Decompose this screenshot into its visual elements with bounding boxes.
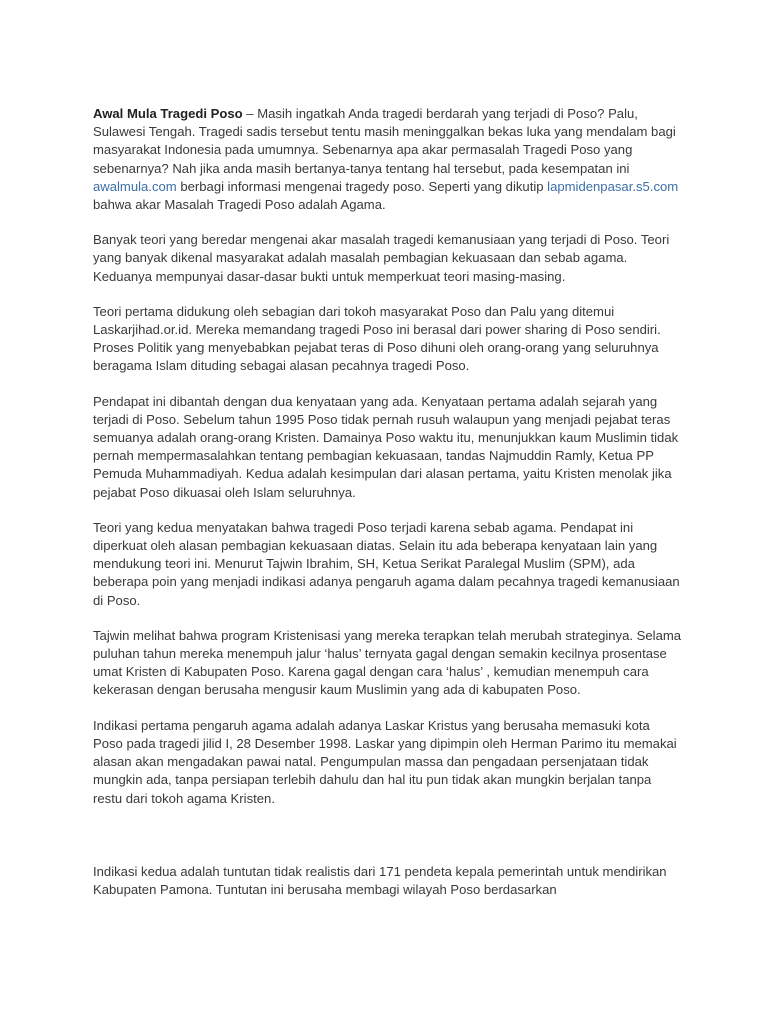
paragraph-4: Pendapat ini dibantah dengan dua kenyataan yang ada. Kenyataan pertama adalah sejarah yang terjadi di Poso. Sebelum tahun 1995 Poso tidak pernah rusuh walaupun yang menjadi pejabat teras semuanya adalah orang-orang Kristen. Damainya Poso waktu itu, menunjukkan kaum Muslimin tidak pernah mempermasalahkan tentang pembagian kekuasaan, tandas Najmuddin Ramly, Ketua PP Pemuda Muhammadiyah. Kedua adalah kesimpulan dari alasan pertama, yaitu Kristen menolak jika pejabat Poso dikuasai oleh Islam seluruhnya. <box>93 393 679 500</box>
paragraph-2: Banyak teori yang beredar mengenai akar masalah tragedi kemanusiaan yang terjadi di Poso. Teori yang banyak dikenal masyarakat adalah masalah pembagian kekuasaan dan sebab agama. Keduanya mempunyai dasar-dasar bukti untuk memperkuat teori masing-masing. <box>93 232 670 284</box>
paragraph-7: Indikasi pertama pengaruh agama adalah adanya Laskar Kristus yang berusaha memasuki kota Poso pada tragedi jilid I, 28 Desember 1998. Laskar yang dipimpin oleh Herman Parimo itu memakai alasan akan mengadakan pawai natal. Pengumpulan massa dan pengadaan persenjataan tidak mungkin ada, tanpa persiapan terlebih dahulu dan hal itu pun tidak akan mungkin berjalan tanpa restu dari tokoh agama Kristen. <box>93 717 677 806</box>
paragraph-5: Teori yang kedua menyatakan bahwa tragedi Poso terjadi karena sebab agama. Pendapat ini diperkuat oleh alasan pembagian kekuasaan diatas. Selain itu ada beberapa kenyataan lain yang mendukung teori ini. Menurut Tajwin Ibrahim, SH, Ketua Serikat Paralegal Muslim (SPM), ada beberapa poin yang menjadi indikasi adanya pengaruh agama dalam pecahnya tragedi kemanusiaan di Poso. <box>93 519 680 608</box>
intro-text-2: berbagi informasi mengenai tragedy poso. Seperti yang dikutip <box>176 178 548 194</box>
paragraph-8: Indikasi kedua adalah tuntutan tidak realistis dari 171 pendeta kepala pemerintah untuk mendirikan Kabupaten Pamona. Tuntutan ini berusaha membagi wilayah Poso berdasarkan <box>93 863 667 897</box>
article-body <box>93 105 683 916</box>
paragraph-3: Teori pertama didukung oleh sebagian dari tokoh masyarakat Poso dan Palu yang ditemui Laskarjihad.or.id. Mereka memandang tragedi Poso ini berasal dari power sharing di Poso sendiri. Proses Politik yang menyebabkan pejabat teras di Poso dihuni oleh orang-orang yang seluruhnya beragama Islam dituding sebagai alasan pecahnya tragedi Poso. <box>93 303 661 374</box>
article-title: Awal Mula Tragedi Poso <box>93 106 243 121</box>
paragraph-6: Tajwin melihat bahwa program Kristenisasi yang mereka terapkan telah merubah strateginya. Selama puluhan tahun mereka menempuh jalur ‘halus’ ternyata gagal dengan semakin kecilnya prosentase umat Kristen di Kabupaten Poso. Karena gagal dengan cara ‘halus’ , kemudian menempuh cara kekerasan dengan berusaha mengusir kaum Muslimin yang ada di kabupaten Poso. <box>93 627 682 698</box>
link-lapmidenpasar[interactable]: lapmidenpasar.s5.com <box>547 178 679 194</box>
paragraph-intro <box>93 105 683 214</box>
intro-text-1: – Masih ingatkah Anda tragedi berdarah yang terjadi di Poso? Palu, Sulawesi Tengah. Tragedi sadis tersebut tentu masih meninggalkan bekas luka yang mendalam bagi masyarakat Indonesia pada umumnya. Sebenarnya apa akar permasalah Tragedi Poso yang sebenarnya? Nah jika anda masih bertanya-tanya tentang hal tersebut, pada kesempatan ini <box>93 106 676 176</box>
link-awalmula[interactable]: awalmula.com <box>93 178 177 194</box>
intro-text-3: bahwa akar Masalah Tragedi Poso adalah Agama. <box>93 197 386 213</box>
